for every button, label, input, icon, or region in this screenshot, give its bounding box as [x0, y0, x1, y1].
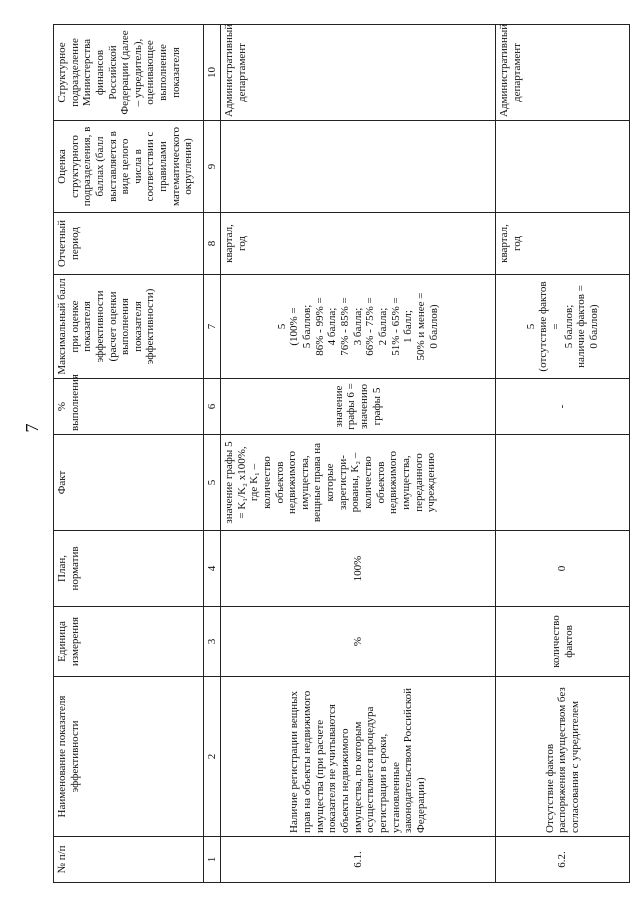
- column-number: 5: [204, 435, 221, 531]
- percent-cell: -: [496, 379, 630, 435]
- column-number: 6: [204, 379, 221, 435]
- fact-cell: значение графы 5 = K₁/K₂ x100%, где K₁ – количество объектов недвижимого имущества, вещные права на которые зарегистри-рованы, K₂ – количество объектов недвижимого имущества, переданного учреждению: [221, 435, 496, 531]
- column-number: 2: [204, 677, 221, 837]
- column-number: 8: [204, 213, 221, 275]
- rotated-table-wrapper: [53, 25, 630, 883]
- unit-cell: %: [221, 607, 496, 677]
- percent-cell: значение графы 6 = значению графы 5: [221, 379, 496, 435]
- header-cell-name: Наименование показателя эффективности: [54, 677, 204, 837]
- department-cell: Административный департамент: [221, 25, 496, 121]
- indicator-name: Отсутствие фактов распоряжения имуществом без согласования с учредителем: [496, 677, 630, 837]
- efficiency-indicators-table: [53, 24, 630, 883]
- period-cell: квартал, год: [221, 213, 496, 275]
- score-cell: [496, 121, 630, 213]
- column-number: 1: [204, 837, 221, 883]
- row-number: 6.1.: [221, 837, 496, 883]
- max-score-cell: 5 (отсутствие фактов = 5 баллов; наличие фактов = 0 баллов): [496, 275, 630, 379]
- column-number: 4: [204, 531, 221, 607]
- column-number: 3: [204, 607, 221, 677]
- header-row: [54, 25, 204, 883]
- header-cell-max-score: Максимальный балл при оценке показателя эффективности (расчет оценки выполнения показателя эффективности): [54, 275, 204, 379]
- period-cell: квартал, год: [496, 213, 630, 275]
- fact-cell: [496, 435, 630, 531]
- table-row: [221, 25, 496, 883]
- department-cell: Административный департамент: [496, 25, 630, 121]
- indicator-name: Наличие регистрации вещных прав на объекты недвижимого имущества (при расчете показателя не учитываются объекты недвижимого имущества, по которым осуществляется процедура регистрации в сроки, установленные законодательством Российской Федерации): [221, 677, 496, 837]
- column-number: 9: [204, 121, 221, 213]
- score-cell: [221, 121, 496, 213]
- header-cell-score: Оценка структурного подразделения, в баллах (балл выставляется в виде целого числа в соответствии с правилами математического округления): [54, 121, 204, 213]
- header-cell-plan: План, норматив: [54, 531, 204, 607]
- column-number-row: [204, 25, 221, 883]
- max-score-cell: 5 (100% = 5 баллов; 86% - 99% = 4 балла; 76% - 85% = 3 балла; 66% - 75% = 2 балла; 51% - 65% = 1 балл; 50% и менее = 0 баллов): [221, 275, 496, 379]
- header-cell-department: Структурное подразделение Министерства финансов Российской Федерации (далее – учредитель), оценивающее выполнение показателя: [54, 25, 204, 121]
- header-cell-unit: Единица измерения: [54, 607, 204, 677]
- header-cell-period: Отчетный период: [54, 213, 204, 275]
- unit-cell: количество фактов: [496, 607, 630, 677]
- header-cell-num: № п/п: [54, 837, 204, 883]
- header-cell-percent: % выполнения: [54, 379, 204, 435]
- row-number: 6.2.: [496, 837, 630, 883]
- plan-cell: 0: [496, 531, 630, 607]
- column-number: 10: [204, 25, 221, 121]
- plan-cell: 100%: [221, 531, 496, 607]
- page-number: 7: [22, 423, 42, 433]
- table-row: [496, 25, 630, 883]
- column-number: 7: [204, 275, 221, 379]
- header-cell-fact: Факт: [54, 435, 204, 531]
